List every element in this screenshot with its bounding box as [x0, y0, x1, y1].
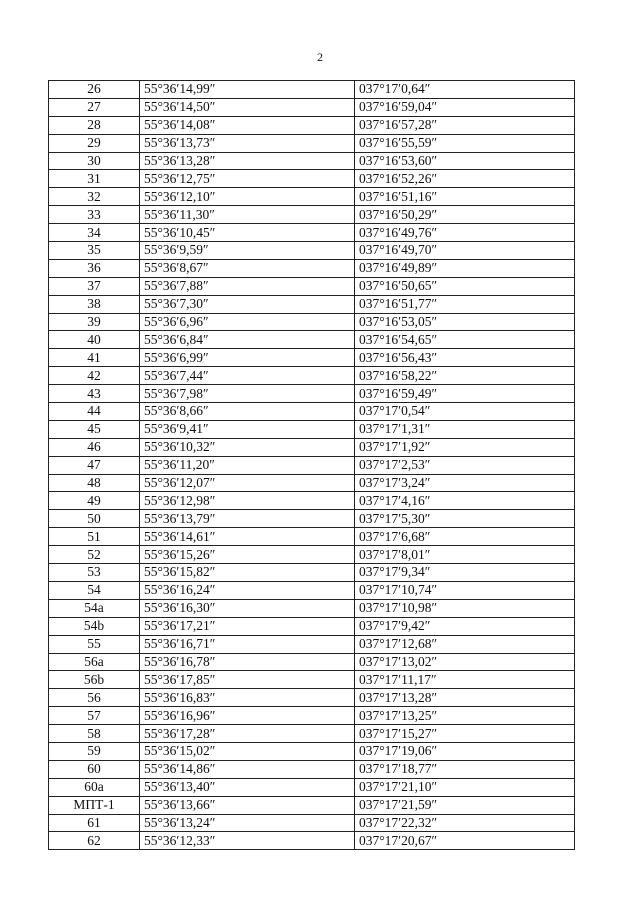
table-row [49, 331, 575, 349]
longitude-cell: 037°16′56,43″ [355, 349, 575, 367]
table-row [49, 116, 575, 134]
longitude-cell: 037°16′50,65″ [355, 277, 575, 295]
latitude-cell: 55°36′12,33″ [140, 832, 355, 850]
latitude-cell: 55°36′16,24″ [140, 581, 355, 599]
latitude-cell: 55°36′13,28″ [140, 152, 355, 170]
table-row [49, 778, 575, 796]
point-id-cell: 36 [49, 259, 140, 277]
point-id-cell: 39 [49, 313, 140, 331]
latitude-cell: 55°36′17,28″ [140, 725, 355, 743]
latitude-cell: 55°36′16,78″ [140, 653, 355, 671]
point-id-cell: 55 [49, 635, 140, 653]
point-id-cell: 33 [49, 206, 140, 224]
table-row [49, 742, 575, 760]
latitude-cell: 55°36′12,75″ [140, 170, 355, 188]
longitude-cell: 037°16′50,29″ [355, 206, 575, 224]
longitude-cell: 037°17′13,28″ [355, 689, 575, 707]
latitude-cell: 55°36′15,02″ [140, 742, 355, 760]
table-row [49, 814, 575, 832]
latitude-cell: 55°36′12,98″ [140, 492, 355, 510]
table-row [49, 134, 575, 152]
table-row [49, 259, 575, 277]
latitude-cell: 55°36′10,32″ [140, 438, 355, 456]
latitude-cell: 55°36′7,88″ [140, 277, 355, 295]
table-row [49, 188, 575, 206]
longitude-cell: 037°17′1,92″ [355, 438, 575, 456]
longitude-cell: 037°16′57,28″ [355, 116, 575, 134]
longitude-cell: 037°16′52,26″ [355, 170, 575, 188]
table-row [49, 832, 575, 850]
longitude-cell: 037°16′49,70″ [355, 242, 575, 260]
point-id-cell: 47 [49, 456, 140, 474]
point-id-cell: 61 [49, 814, 140, 832]
longitude-cell: 037°17′19,06″ [355, 742, 575, 760]
point-id-cell: 32 [49, 188, 140, 206]
point-id-cell: 60a [49, 778, 140, 796]
latitude-cell: 55°36′8,66″ [140, 403, 355, 421]
point-id-cell: 30 [49, 152, 140, 170]
table-row [49, 420, 575, 438]
longitude-cell: 037°16′51,77″ [355, 295, 575, 313]
point-id-cell: 29 [49, 134, 140, 152]
latitude-cell: 55°36′17,21″ [140, 617, 355, 635]
table-row [49, 81, 575, 99]
latitude-cell: 55°36′14,08″ [140, 116, 355, 134]
point-id-cell: 27 [49, 98, 140, 116]
coordinates-table-body [49, 81, 575, 850]
point-id-cell: 40 [49, 331, 140, 349]
table-row [49, 564, 575, 582]
latitude-cell: 55°36′14,99″ [140, 81, 355, 99]
point-id-cell: 49 [49, 492, 140, 510]
table-row [49, 653, 575, 671]
point-id-cell: 56 [49, 689, 140, 707]
longitude-cell: 037°17′0,54″ [355, 403, 575, 421]
point-id-cell: 35 [49, 242, 140, 260]
table-row [49, 707, 575, 725]
table-row [49, 403, 575, 421]
longitude-cell: 037°17′5,30″ [355, 510, 575, 528]
table-row [49, 206, 575, 224]
table-row [49, 170, 575, 188]
table-row [49, 671, 575, 689]
point-id-cell: 34 [49, 224, 140, 242]
longitude-cell: 037°17′18,77″ [355, 760, 575, 778]
table-row [49, 725, 575, 743]
point-id-cell: 41 [49, 349, 140, 367]
longitude-cell: 037°16′58,22″ [355, 367, 575, 385]
point-id-cell: 44 [49, 403, 140, 421]
longitude-cell: 037°17′9,42″ [355, 617, 575, 635]
longitude-cell: 037°17′8,01″ [355, 546, 575, 564]
point-id-cell: 59 [49, 742, 140, 760]
point-id-cell: 37 [49, 277, 140, 295]
latitude-cell: 55°36′15,82″ [140, 564, 355, 582]
longitude-cell: 037°17′22,32″ [355, 814, 575, 832]
latitude-cell: 55°36′16,96″ [140, 707, 355, 725]
longitude-cell: 037°17′13,02″ [355, 653, 575, 671]
table-row [49, 635, 575, 653]
longitude-cell: 037°17′20,67″ [355, 832, 575, 850]
point-id-cell: МПТ-1 [49, 796, 140, 814]
table-row [49, 277, 575, 295]
table-row [49, 599, 575, 617]
latitude-cell: 55°36′16,30″ [140, 599, 355, 617]
point-id-cell: 53 [49, 564, 140, 582]
longitude-cell: 037°16′59,49″ [355, 385, 575, 403]
longitude-cell: 037°17′11,17″ [355, 671, 575, 689]
longitude-cell: 037°16′51,16″ [355, 188, 575, 206]
latitude-cell: 55°36′16,71″ [140, 635, 355, 653]
table-row [49, 617, 575, 635]
table-row [49, 242, 575, 260]
latitude-cell: 55°36′7,30″ [140, 295, 355, 313]
longitude-cell: 037°16′54,65″ [355, 331, 575, 349]
latitude-cell: 55°36′12,10″ [140, 188, 355, 206]
longitude-cell: 037°17′21,59″ [355, 796, 575, 814]
point-id-cell: 57 [49, 707, 140, 725]
table-row [49, 492, 575, 510]
point-id-cell: 56a [49, 653, 140, 671]
longitude-cell: 037°17′9,34″ [355, 564, 575, 582]
page-number: 2 [317, 50, 323, 64]
point-id-cell: 28 [49, 116, 140, 134]
table-row [49, 385, 575, 403]
latitude-cell: 55°36′13,66″ [140, 796, 355, 814]
table-row [49, 456, 575, 474]
longitude-cell: 037°17′10,98″ [355, 599, 575, 617]
latitude-cell: 55°36′14,86″ [140, 760, 355, 778]
point-id-cell: 48 [49, 474, 140, 492]
latitude-cell: 55°36′11,30″ [140, 206, 355, 224]
table-row [49, 546, 575, 564]
longitude-cell: 037°16′55,59″ [355, 134, 575, 152]
latitude-cell: 55°36′15,26″ [140, 546, 355, 564]
latitude-cell: 55°36′13,73″ [140, 134, 355, 152]
point-id-cell: 54b [49, 617, 140, 635]
table-row [49, 224, 575, 242]
table-row [49, 796, 575, 814]
point-id-cell: 58 [49, 725, 140, 743]
latitude-cell: 55°36′9,41″ [140, 420, 355, 438]
point-id-cell: 54a [49, 599, 140, 617]
longitude-cell: 037°17′12,68″ [355, 635, 575, 653]
longitude-cell: 037°17′10,74″ [355, 581, 575, 599]
longitude-cell: 037°16′59,04″ [355, 98, 575, 116]
longitude-cell: 037°17′13,25″ [355, 707, 575, 725]
latitude-cell: 55°36′7,98″ [140, 385, 355, 403]
table-row [49, 474, 575, 492]
point-id-cell: 45 [49, 420, 140, 438]
latitude-cell: 55°36′8,67″ [140, 259, 355, 277]
table-row [49, 98, 575, 116]
point-id-cell: 50 [49, 510, 140, 528]
longitude-cell: 037°17′15,27″ [355, 725, 575, 743]
latitude-cell: 55°36′14,61″ [140, 528, 355, 546]
point-id-cell: 62 [49, 832, 140, 850]
table-row [49, 689, 575, 707]
table-row [49, 367, 575, 385]
longitude-cell: 037°17′0,64″ [355, 81, 575, 99]
latitude-cell: 55°36′13,79″ [140, 510, 355, 528]
latitude-cell: 55°36′13,40″ [140, 778, 355, 796]
point-id-cell: 46 [49, 438, 140, 456]
table-row [49, 510, 575, 528]
longitude-cell: 037°17′6,68″ [355, 528, 575, 546]
table-row [49, 760, 575, 778]
latitude-cell: 55°36′7,44″ [140, 367, 355, 385]
table-row [49, 438, 575, 456]
point-id-cell: 42 [49, 367, 140, 385]
latitude-cell: 55°36′12,07″ [140, 474, 355, 492]
latitude-cell: 55°36′13,24″ [140, 814, 355, 832]
latitude-cell: 55°36′9,59″ [140, 242, 355, 260]
table-row [49, 313, 575, 331]
longitude-cell: 037°17′1,31″ [355, 420, 575, 438]
table-row [49, 295, 575, 313]
point-id-cell: 51 [49, 528, 140, 546]
latitude-cell: 55°36′11,20″ [140, 456, 355, 474]
latitude-cell: 55°36′16,83″ [140, 689, 355, 707]
point-id-cell: 54 [49, 581, 140, 599]
point-id-cell: 52 [49, 546, 140, 564]
point-id-cell: 60 [49, 760, 140, 778]
longitude-cell: 037°16′53,60″ [355, 152, 575, 170]
longitude-cell: 037°17′21,10″ [355, 778, 575, 796]
point-id-cell: 38 [49, 295, 140, 313]
latitude-cell: 55°36′6,84″ [140, 331, 355, 349]
longitude-cell: 037°17′2,53″ [355, 456, 575, 474]
longitude-cell: 037°16′49,89″ [355, 259, 575, 277]
longitude-cell: 037°17′4,16″ [355, 492, 575, 510]
latitude-cell: 55°36′10,45″ [140, 224, 355, 242]
table-row [49, 581, 575, 599]
latitude-cell: 55°36′6,96″ [140, 313, 355, 331]
table-row [49, 349, 575, 367]
point-id-cell: 26 [49, 81, 140, 99]
point-id-cell: 31 [49, 170, 140, 188]
table-row [49, 528, 575, 546]
point-id-cell: 56b [49, 671, 140, 689]
table-row [49, 152, 575, 170]
longitude-cell: 037°16′49,76″ [355, 224, 575, 242]
longitude-cell: 037°16′53,05″ [355, 313, 575, 331]
latitude-cell: 55°36′17,85″ [140, 671, 355, 689]
point-id-cell: 43 [49, 385, 140, 403]
coordinates-table [48, 80, 575, 850]
latitude-cell: 55°36′14,50″ [140, 98, 355, 116]
latitude-cell: 55°36′6,99″ [140, 349, 355, 367]
longitude-cell: 037°17′3,24″ [355, 474, 575, 492]
